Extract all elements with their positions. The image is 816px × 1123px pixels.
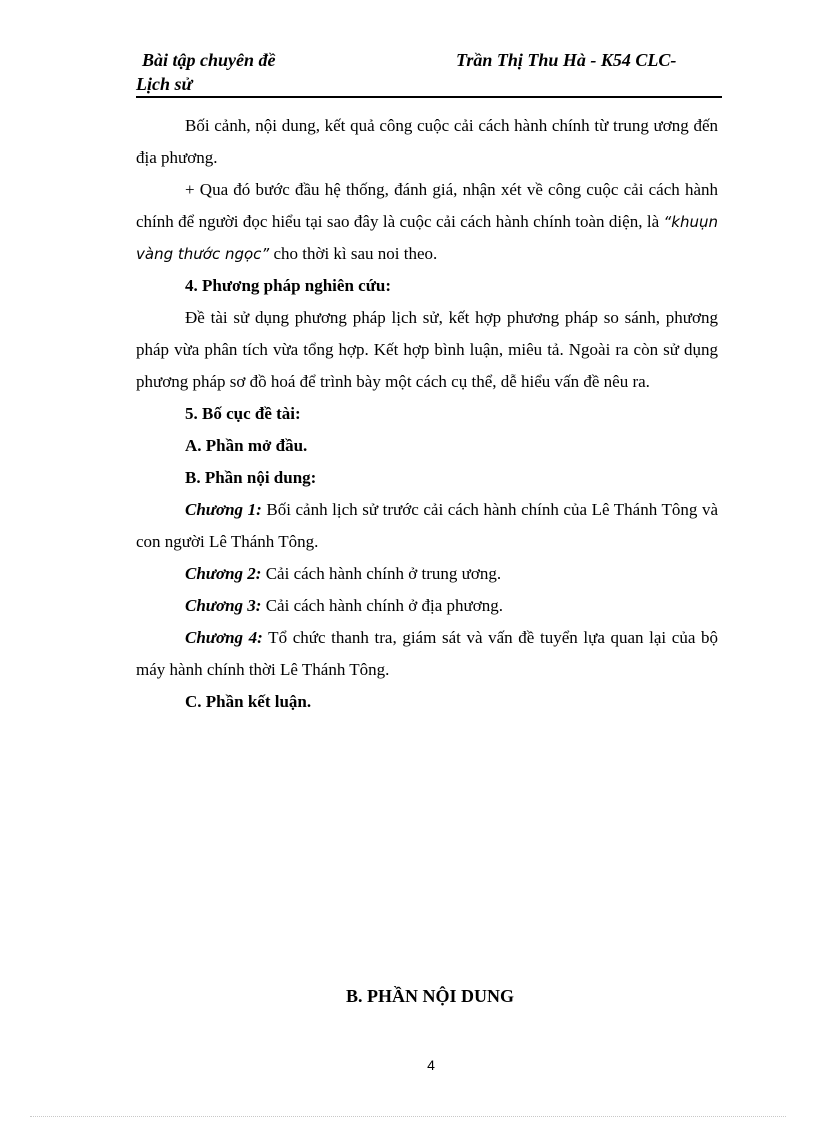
chapter-text: Cải cách hành chính ở địa phương. bbox=[261, 596, 503, 615]
paragraph-purpose-end: cho thời kì sau noi theo. bbox=[269, 244, 438, 263]
chapter-item bbox=[136, 622, 718, 686]
paragraph-purpose bbox=[136, 174, 718, 270]
quoted-phrase: “khuụn vàng thước ngọc” bbox=[136, 213, 718, 263]
section-heading: B. PHẦN NỘI DUNG bbox=[345, 986, 514, 1006]
heading-structure: 5. Bố cục đề tài: bbox=[185, 404, 301, 423]
header-author: Trần Thị Thu Hà - K54 CLC- bbox=[456, 50, 677, 70]
header-subject: Lịch sử bbox=[136, 74, 193, 94]
chapter-item bbox=[136, 558, 718, 590]
heading-research-method: 4. Phương pháp nghiên cứu: bbox=[185, 276, 392, 295]
structure-part-c: C. Phần kết luận. bbox=[185, 692, 312, 711]
chapter-label: Chương 3: bbox=[185, 596, 262, 615]
page-bottom-border bbox=[30, 1116, 786, 1117]
paragraph-scope bbox=[136, 110, 718, 174]
paragraph-research-method: Đề tài sử dụng phương pháp lịch sử, kết hợp phương pháp so sánh, phương pháp vừa phân tích vừa tổng hợp. Kết hợp bình luận, miêu tả. Ngoài ra còn sử dụng phương pháp sơ đồ hoá để trình bày một cách cụ thể, dễ hiểu vấn đề nêu ra. bbox=[136, 308, 718, 391]
structure-part-a: A. Phần mở đầu. bbox=[185, 436, 308, 455]
chapter-text: Tổ chức thanh tra, giám sát và vấn đề tuyển lựa quan lại của bộ máy hành chính thời Lê Thánh Tông. bbox=[136, 628, 718, 679]
paragraph-scope-text: Bối cảnh, nội dung, kết quả công cuộc cải cách hành chính từ trung ương đến địa phương. bbox=[136, 116, 718, 167]
chapter-label: Chương 2: bbox=[185, 564, 262, 583]
paragraph-purpose-text: + Qua đó bước đầu hệ thống, đánh giá, nhận xét về công cuộc cải cách hành chính để người đọc hiểu tại sao đây là cuộc cải cách hành chính toàn diện, là bbox=[136, 180, 718, 231]
chapter-item bbox=[136, 494, 718, 558]
chapter-text: Bối cảnh lịch sử trước cải cách hành chính của Lê Thánh Tông và con người Lê Thánh Tông. bbox=[136, 500, 718, 551]
page-number: 4 bbox=[427, 1057, 435, 1073]
structure-part-b: B. Phần nội dung: bbox=[185, 468, 317, 487]
chapter-label: Chương 4: bbox=[185, 628, 263, 647]
header-course-title: Bài tập chuyên đề bbox=[142, 50, 276, 70]
chapter-item bbox=[136, 590, 718, 622]
chapter-text: Cải cách hành chính ở trung ương. bbox=[261, 564, 502, 583]
chapter-label: Chương 1: bbox=[185, 500, 262, 519]
page-body bbox=[136, 110, 718, 718]
page-header bbox=[136, 48, 722, 98]
